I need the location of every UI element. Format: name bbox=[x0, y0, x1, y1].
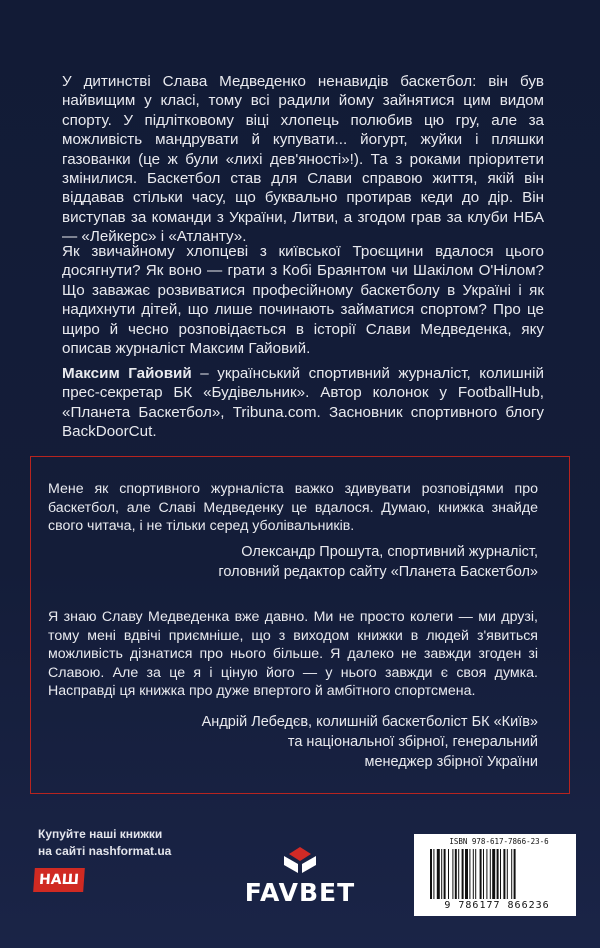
review-2-role-line-2: менеджер збірної України bbox=[364, 754, 538, 770]
buy-books-note bbox=[38, 826, 171, 860]
buy-line-2: на сайті nashformat.ua bbox=[38, 844, 172, 858]
review-1-author-line: Олександр Прошута, спортивний журналіст, bbox=[241, 544, 538, 560]
review-attribution-2 bbox=[202, 712, 538, 772]
isbn-label: ISBN 978-617-7866-23-6 bbox=[449, 837, 549, 846]
review-quote-2: Я знаю Славу Медведенка вже давно. Ми не просто колеги — ми друзі, тому мені вдвічі приємніше, що з виходом книжки в людей з'явиться можливість дізнатися про нього більше. Я далеко не завжди згоден зі Славою. Але за це я і ціную його — у нього завжди є своя думка. Насправді ця книжка про дуже впертого й амбітного спортсмена. bbox=[48, 609, 538, 700]
buy-line-1: Купуйте наші книжки bbox=[38, 827, 163, 841]
author-bio bbox=[62, 364, 544, 442]
review-attribution-1 bbox=[218, 542, 538, 582]
favbet-logo-icon bbox=[278, 846, 322, 874]
review-quote-1: Мене як спортивного журналіста важко здивувати розповідями про баскетбол, але Славі Медведенку це вдалося. Думаю, книжка знайде свого читача, і не тільки серед уболівальників. bbox=[48, 481, 538, 535]
sponsor-logo: FAVBET bbox=[244, 878, 356, 907]
author-bio-text: – український спортивний журналіст, колишній прес-секретар БК «Будівельник». Автор колонок у FootballHub, «Планета Баскетбол», Tribuna.com. Засновник спортивного блогу BackDoorCut. bbox=[62, 365, 544, 441]
review-2-role-line: та національної збірної, генеральний bbox=[287, 734, 538, 750]
publisher-logo: НАШ bbox=[33, 868, 85, 892]
blurb-paragraph-1: У дитинстві Слава Медведенко ненавидів баскетбол: він був найвищим у класі, тому всі радили йому зайнятися цим видом спорту. У підлітковому віці хлопець полюбив цю гру, але за можливість мандрувати й купувати... йогурт, жуйки і пляшки газованки (це ж були «лихі дев'яності»!). Та з роками пріоритети змінилися. Баскетбол став для Слави справою життя, якій він віддавав стільки часу, що буквально протирав кеди до дір. Він виступав за команди з України, Литви, а згодом грав за клуби НБА — «Лейкерс» і «Атланту». bbox=[62, 73, 544, 246]
blurb-paragraph-2: Як звичайному хлопцеві з київської Троєщини вдалося цього досягнути? Як воно — грати з Кобі Браянтом чи Шакілом О'Нілом? Що заважає розвиватися професійному баскетболу в Україні і як надихнути дітей, що лише починають займатися спортом? Про це щиро й чесно розповідається в історії Слави Медведенка, яку описав журналіст Максим Гайовий. bbox=[62, 243, 544, 358]
author-name: Максим Гайовий bbox=[62, 365, 192, 382]
review-1-role-line: головний редактор сайту «Планета Баскетбол» bbox=[218, 564, 538, 580]
review-2-author-line: Андрій Лебедєв, колишній баскетболіст БК «Київ» bbox=[201, 714, 538, 730]
barcode-icon bbox=[428, 849, 568, 899]
ean-number: 9 786177 866236 bbox=[444, 900, 550, 911]
